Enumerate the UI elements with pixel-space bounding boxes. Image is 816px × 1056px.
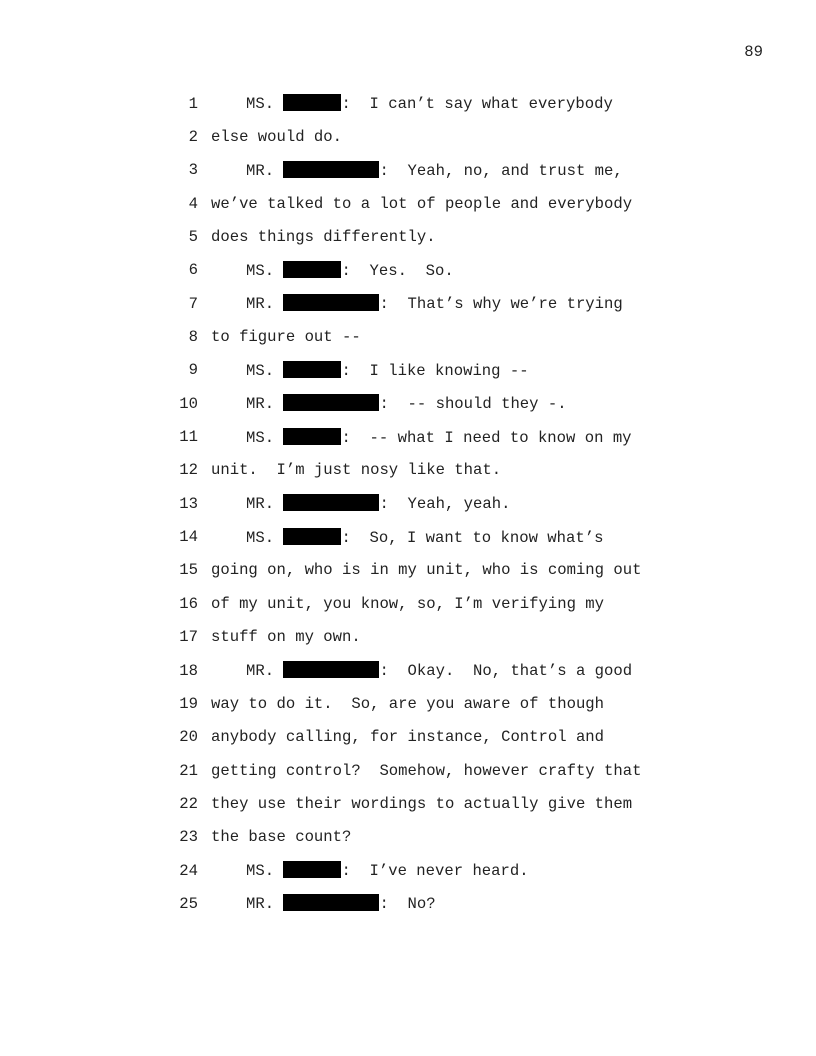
line-number: 24	[179, 861, 198, 880]
line-text	[246, 261, 454, 280]
redaction-box	[283, 861, 341, 878]
line-number: 4	[188, 194, 198, 213]
spoken-text: : Yeah, yeah.	[379, 495, 511, 514]
line-text	[246, 661, 632, 680]
line-text	[211, 195, 632, 213]
spoken-text: : -- should they -.	[379, 395, 567, 414]
spoken-text: : Yes. So.	[341, 261, 454, 280]
line-number: 3	[188, 161, 198, 180]
redaction-box	[283, 494, 379, 511]
line-text	[246, 161, 623, 180]
transcript-line	[170, 721, 670, 754]
line-number: 25	[179, 894, 198, 913]
transcript-line	[170, 687, 670, 720]
spoken-text: : No?	[379, 895, 436, 914]
line-number: 20	[179, 728, 198, 747]
transcript-line	[170, 354, 670, 387]
transcript-line	[170, 887, 670, 920]
transcript-line	[170, 187, 670, 220]
line-text	[246, 861, 529, 880]
line-text	[246, 528, 603, 547]
spoken-text: they use their wordings to actually give them	[211, 794, 633, 813]
speaker-prefix: MR.	[246, 395, 275, 414]
transcript-line	[170, 254, 670, 287]
redaction-box	[283, 94, 341, 111]
line-number: 23	[179, 828, 198, 847]
speaker-prefix: MS.	[246, 361, 275, 380]
redaction-box	[283, 661, 379, 678]
transcript-line	[170, 287, 670, 320]
spoken-text: does things differently.	[211, 228, 436, 247]
transcript-line	[170, 487, 670, 520]
speaker-prefix: MS.	[246, 528, 275, 547]
line-text	[211, 128, 342, 146]
spoken-text: : I’ve never heard.	[341, 862, 529, 881]
spoken-text: anybody calling, for instance, Control and	[211, 728, 605, 747]
redaction-box	[283, 394, 379, 411]
line-number: 8	[188, 328, 198, 347]
spoken-text: else would do.	[211, 128, 343, 147]
spoken-text: unit. I’m just nosy like that.	[211, 461, 502, 480]
redaction-box	[283, 294, 379, 311]
transcript-line	[170, 554, 670, 587]
spoken-text: : -- what I need to know on my	[341, 428, 632, 447]
spoken-text: : So, I want to know what’s	[341, 528, 604, 547]
transcript-line	[170, 120, 670, 153]
line-number: 2	[188, 128, 198, 147]
redaction-box	[283, 361, 341, 378]
line-number: 7	[188, 294, 198, 313]
transcript-line	[170, 454, 670, 487]
spoken-text: : I can’t say what everybody	[341, 95, 613, 114]
line-number: 9	[188, 361, 198, 380]
speaker-prefix: MS.	[246, 862, 275, 881]
line-text	[246, 361, 529, 380]
spoken-text: we’ve talked to a lot of people and everybody	[211, 194, 633, 213]
spoken-text: : Yeah, no, and trust me,	[379, 161, 623, 180]
transcript-line	[170, 420, 670, 453]
line-number: 1	[188, 94, 198, 113]
line-text	[211, 628, 361, 646]
spoken-text: : I like knowing --	[341, 361, 529, 380]
line-text	[211, 762, 641, 780]
line-text	[211, 328, 361, 346]
transcript-line	[170, 520, 670, 553]
transcript-line	[170, 220, 670, 253]
line-text	[246, 394, 567, 413]
line-text	[211, 561, 641, 579]
line-number: 13	[179, 494, 198, 513]
line-text	[211, 595, 604, 613]
transcript-line	[170, 821, 670, 854]
redaction-box	[283, 261, 341, 278]
transcript-line	[170, 754, 670, 787]
line-text	[211, 795, 632, 813]
line-number: 5	[188, 228, 198, 247]
line-text	[211, 728, 604, 746]
speaker-prefix: MR.	[246, 495, 275, 514]
line-text	[246, 94, 613, 113]
speaker-prefix: MS.	[246, 428, 275, 447]
line-text	[211, 828, 351, 846]
line-number: 11	[179, 428, 198, 447]
line-text	[211, 228, 436, 246]
line-number: 12	[179, 461, 198, 480]
transcript-line	[170, 621, 670, 654]
page-number: 89	[744, 43, 763, 61]
spoken-text: going on, who is in my unit, who is coming out	[211, 561, 642, 580]
line-number: 6	[188, 261, 198, 280]
transcript-line	[170, 154, 670, 187]
spoken-text: way to do it. So, are you aware of though	[211, 694, 605, 713]
line-number: 21	[179, 761, 198, 780]
line-number: 22	[179, 794, 198, 813]
spoken-text: : That’s why we’re trying	[379, 295, 623, 314]
speaker-prefix: MS.	[246, 95, 275, 114]
line-text	[246, 894, 436, 913]
transcript-line	[170, 654, 670, 687]
line-number: 15	[179, 561, 198, 580]
line-number: 19	[179, 694, 198, 713]
spoken-text: of my unit, you know, so, I’m verifying my	[211, 594, 605, 613]
transcript-line	[170, 587, 670, 620]
speaker-prefix: MR.	[246, 662, 275, 681]
redaction-box	[283, 161, 379, 178]
line-text	[211, 695, 604, 713]
speaker-prefix: MR.	[246, 895, 275, 914]
transcript-line	[170, 387, 670, 420]
redaction-box	[283, 894, 379, 911]
line-text	[246, 428, 632, 447]
line-number: 18	[179, 661, 198, 680]
line-number: 17	[179, 628, 198, 647]
spoken-text: stuff on my own.	[211, 628, 361, 647]
line-text	[211, 461, 501, 479]
transcript-line	[170, 787, 670, 820]
transcript-line	[170, 320, 670, 353]
redaction-box	[283, 528, 341, 545]
transcript-line	[170, 87, 670, 120]
line-text	[246, 494, 510, 513]
transcript-line	[170, 854, 670, 887]
speaker-prefix: MS.	[246, 261, 275, 280]
redaction-box	[283, 428, 341, 445]
spoken-text: the base count?	[211, 828, 352, 847]
transcript-body	[170, 87, 670, 921]
spoken-text: getting control? Somehow, however crafty that	[211, 761, 642, 780]
line-text	[246, 294, 623, 313]
line-number: 14	[179, 528, 198, 547]
speaker-prefix: MR.	[246, 161, 275, 180]
line-number: 16	[179, 594, 198, 613]
line-number: 10	[179, 394, 198, 413]
spoken-text: to figure out --	[211, 328, 361, 347]
speaker-prefix: MR.	[246, 295, 275, 314]
spoken-text: : Okay. No, that’s a good	[379, 662, 633, 681]
